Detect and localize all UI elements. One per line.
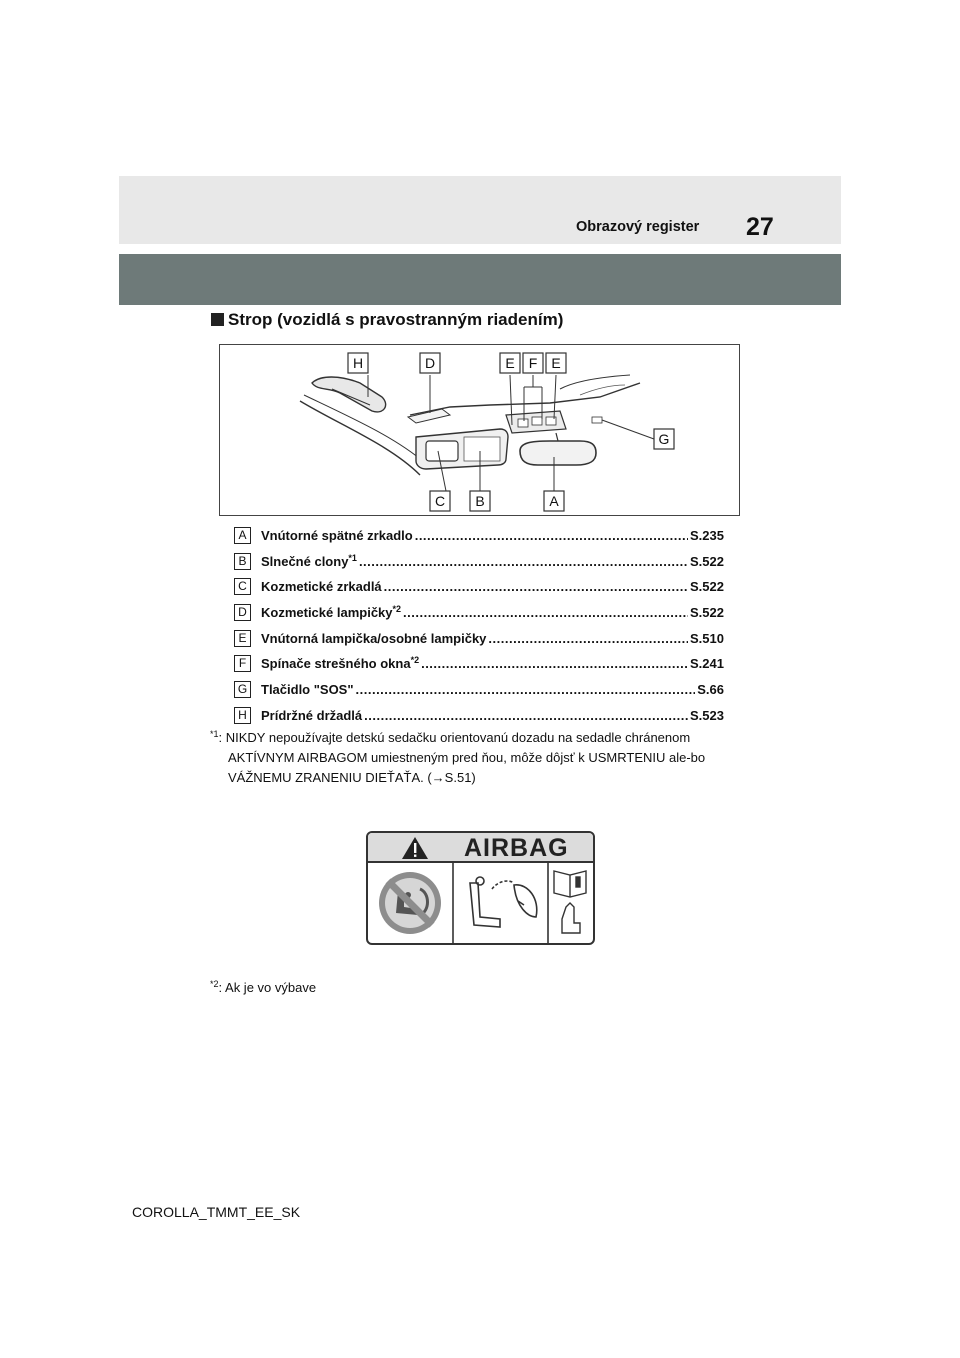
legend-letter: C [234,578,251,595]
page-reference-link[interactable]: S.241 [690,656,724,672]
callout-c-text: C [434,493,446,509]
page-reference-link[interactable]: S.523 [690,707,724,723]
legend-label: Slnečné clony [261,553,349,569]
ceiling-drawing [220,345,741,517]
legend-letter: H [234,707,251,724]
callout-a-text: A [549,493,559,509]
page-number: 27 [746,213,774,241]
callout-f-text: F [528,355,538,371]
footnote-2-text: : Ak je vo výbave [218,980,317,995]
legend-letter: G [234,681,251,698]
callout-e-right-text: E [551,355,561,371]
read-manual-icon [554,871,586,933]
section-heading-text: Strop (vozidlá s pravostranným riadením) [228,310,564,329]
section-band [119,254,841,305]
page-reference-link[interactable]: S.522 [690,553,724,569]
legend-label: Kozmetické zrkadlá [261,579,382,595]
legend-item-d [234,603,724,629]
legend-letter: A [234,527,251,544]
footnote-1 [210,728,750,788]
legend-item-a [234,526,724,552]
legend-item-g [234,680,724,706]
page-reference-link[interactable]: S.235 [690,528,724,543]
legend-letter: E [234,630,251,647]
airbag-word: AIRBAG [464,834,569,862]
no-rear-facing-child-seat-icon [379,872,441,934]
callout-h-text: H [352,355,364,371]
legend-label: Spínače strešného okna [261,656,411,672]
header-band [119,176,841,244]
page-reference-link[interactable]: S.66 [697,682,724,698]
warning-triangle-icon [402,837,428,859]
legend-label: Tlačidlo "SOS" [261,682,354,698]
legend-item-f [234,654,724,680]
footnote-marker: *2 [392,604,402,615]
callout-d-text: D [424,355,436,371]
legend-label: Kozmetické lampičky [261,605,393,621]
ceiling-illustration [219,344,740,516]
legend-item-e [234,629,724,655]
legend-letter: F [234,655,251,672]
callout-b-text: B [475,493,485,509]
airbag-deploy-seat-icon [470,877,537,927]
footnote-marker: *1 [348,552,357,563]
page-reference-link[interactable]: S.510 [690,630,724,646]
footnote-1-mark: *1 [210,729,219,739]
legend-item-c [234,577,724,603]
square-bullet-icon [211,313,224,326]
header-title: Obrazový register [576,219,700,235]
callout-e-left-text: E [505,355,515,371]
legend-list [234,526,724,732]
legend-item-b [234,552,724,578]
footnote-2 [210,978,316,998]
legend-label: Vnútorná lampička/osobné lampičky [261,630,487,646]
airbag-warning-label [366,831,595,945]
section-heading [211,310,563,330]
footnote-marker: *2 [410,655,420,666]
footnote-1-text: : NIKDY nepoužívajte detskú sedačku orientovanú dozadu na sedadle chránenom AKTÍVNYM AIRBAGOM umiestneným pred ňou, môže dôjsť k USMRTENIU ale-bo VÁŽNEMU ZRANENIU DIEŤAŤA. (→S.51) [218,730,706,785]
document-code: COROLLA_TMMT_EE_SK [132,1204,301,1220]
legend-letter: D [234,604,251,621]
legend-letter: B [234,553,251,570]
footnote-2-mark: *2 [210,979,219,989]
legend-label: Vnútorné spätné zrkadlo [261,528,413,543]
callout-g-text: G [658,431,670,447]
legend-label: Prídržné držadlá [261,707,363,723]
page-reference-link[interactable]: S.522 [690,605,724,621]
page-reference-link[interactable]: S.522 [690,579,724,595]
